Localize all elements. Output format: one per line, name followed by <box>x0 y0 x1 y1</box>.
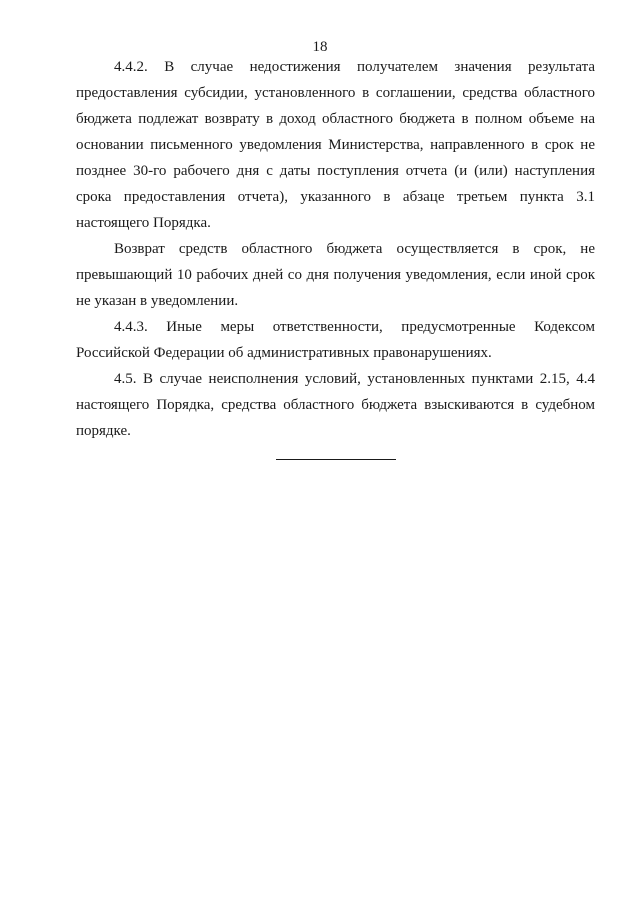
end-divider <box>276 459 396 460</box>
paragraph-4-5: 4.5. В случае неисполнения условий, установленных пунктами 2.15, 4.4 настоящего Порядка, средства областного бюджета взыскиваются в судебном порядке. <box>76 371 595 439</box>
document-body <box>76 54 595 444</box>
paragraph-4-4-3: 4.4.3. Иные меры ответственности, предусмотренные Кодексом Российской Федерации об административных правонарушениях. <box>76 319 595 361</box>
page-number: 18 <box>312 39 328 55</box>
paragraph-refund-term: Возврат средств областного бюджета осуществляется в срок, не превышающий 10 рабочих дней со дня получения уведомления, если иной срок не указан в уведомлении. <box>76 241 595 309</box>
paragraph-4-4-2: 4.4.2. В случае недостижения получателем значения результата предоставления субсидии, установленного в соглашении, средства областного бюджета подлежат возврату в доход областного бюджета в полном объеме на основании письменного уведомления Министерства, направленного в срок не позднее 30-го рабочего дня с даты поступления отчета (и (или) наступления срока предоставления отчета), указанного в абзаце третьем пункта 3.1 настоящего Порядка. <box>76 59 595 231</box>
